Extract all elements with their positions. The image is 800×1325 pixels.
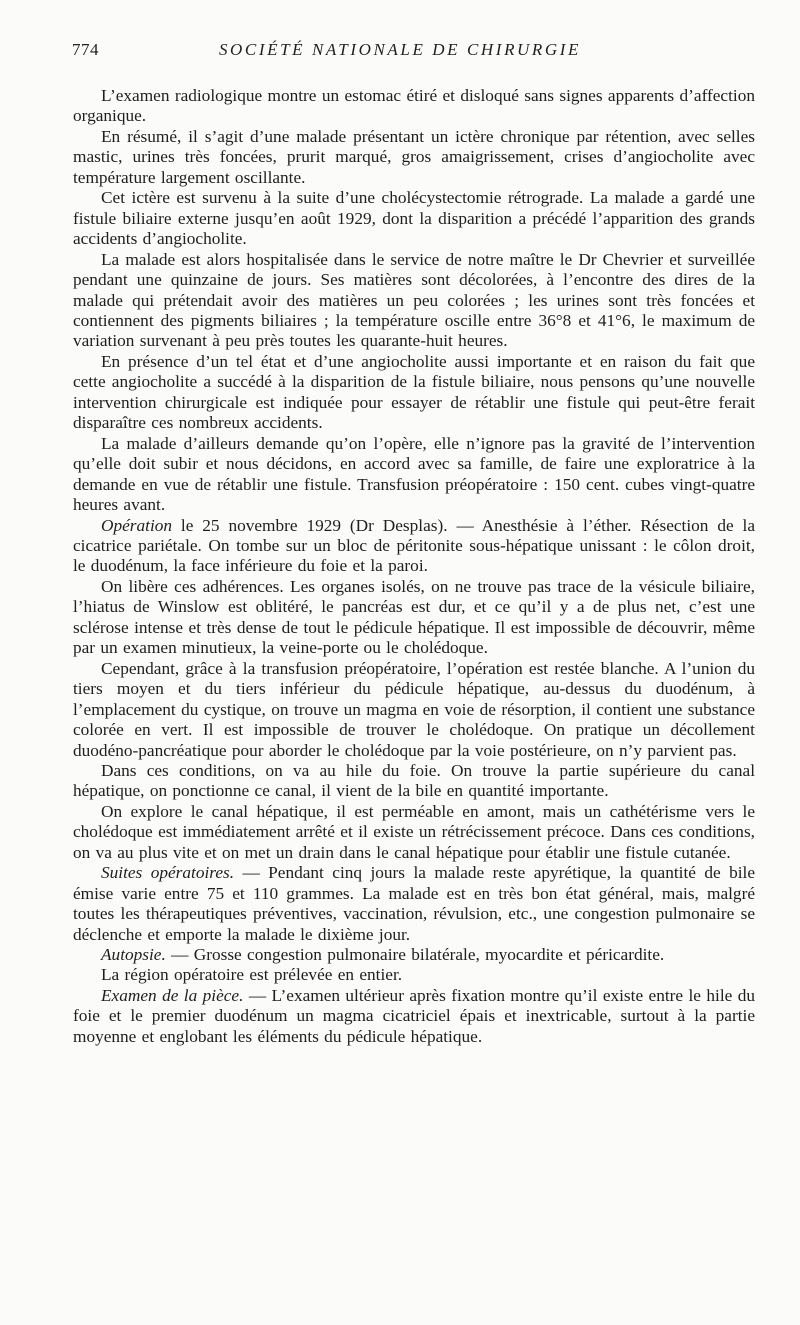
paragraph-text: La malade d’ailleurs demande qu’on l’opère, elle n’ignore pas la gravité de l’intervention qu’elle doit subir et nous décidons, en accord avec sa famille, de faire une exploratrice à la demande en vue de rétablir une fistule. Transfusion préopératoire : 150 cent. cubes vingt-quatre heures avant. (73, 433, 755, 515)
paragraph-text: En résumé, il s’agit d’une malade présentant un ictère chronique par rétention, avec selles mastic, urines très foncées, prurit marqué, gros amaigrissement, crises d’angiocholite avec température largement oscillante. (73, 126, 755, 187)
paragraph (73, 434, 755, 516)
body-text (73, 86, 755, 1047)
paragraph-text: L’examen radiologique montre un estomac étiré et disloqué sans signes apparents d’affection organique. (73, 86, 755, 126)
paragraph (73, 863, 755, 945)
paragraph (73, 986, 755, 1047)
paragraph (73, 965, 755, 985)
paragraph-text: Cependant, grâce à la transfusion préopératoire, l’opération est restée blanche. A l’union du tiers moyen et du tiers inférieur du pédicule hépatique, au-dessus du duodénum, à l’emplacement du cystique, on trouve un magma en voie de résorption, il contient une substance colorée en vert. Il est impossible de trouver le cholédoque. On pratique un décollement duodéno-pancréatique pour aborder le cholédoque par la voie postérieure, on n’y parvient pas. (73, 658, 755, 760)
paragraph (73, 250, 755, 352)
paragraph-text: — L’examen ultérieur après fixation montre qu’il existe entre le hile du foie et le premier duodénum un magma cicatriciel épais et inextricable, surtout à la partie moyenne et englobant les éléments du pédicule hépatique. (73, 985, 755, 1046)
paragraph (73, 86, 755, 127)
paragraph (73, 802, 755, 863)
paragraph (73, 761, 755, 802)
paragraph-text: On libère ces adhérences. Les organes isolés, on ne trouve pas trace de la vésicule biliaire, l’hiatus de Winslow est oblitéré, le pancréas est dur, et ce qu’il y a de plus net, c’est une sclérose intense et très dense de tout le pédicule hépatique. Il est impossible de découvrir, même par un examen minutieux, la veine-porte ou le cholédoque. (73, 576, 755, 658)
paragraph-text: On explore le canal hépatique, il est perméable en amont, mais un cathétérisme vers le cholédoque est immédiatement arrêté et il existe un rétrécissement précoce. Dans ces conditions, on va au plus vite et on met un drain dans le canal hépatique pour établir une fistule cutanée. (73, 801, 755, 862)
paragraph (73, 352, 755, 434)
paragraph-text: En présence d’un tel état et d’une angiocholite aussi importante et en raison du fait que cette angiocholite a succédé à la disparition de la fistule biliaire, nous pensons qu’une nouvelle intervention chirurgicale est indiquée pour essayer de rétablir une fistule qui peut-être ferait disparaître ces nombreux accidents. (73, 351, 755, 433)
paragraph-text: le 25 novembre 1929 (Dr Desplas). — Anesthésie à l’éther. Résection de la cicatrice pariétale. On tombe sur un bloc de péritonite sous-hépatique unissant : le côlon droit, le duodénum, la face inférieure du foie et la paroi. (73, 515, 755, 576)
paragraph-text: — Grosse congestion pulmonaire bilatérale, myocardite et péricardite. (165, 945, 665, 965)
page-header (72, 40, 728, 64)
paragraph-text: Dans ces conditions, on va au hile du foie. On trouve la partie supérieure du canal hépatique, on ponctionne ce canal, il vient de la bile en quantité importante. (73, 760, 755, 801)
paragraph-text: La malade est alors hospitalisée dans le service de notre maître le Dr Chevrier et surveillée pendant une quinzaine de jours. Ses matières sont décolorées, à l’encontre des dires de la malade qui prétendait avoir des matières un peu colorées ; les urines sont très foncées et contiennent des pigments biliaires ; la température oscille entre 36°8 et 41°6, le maximum de variation survenant à peu près toutes les quarante-huit heures. (73, 249, 755, 351)
paragraph (73, 188, 755, 249)
paragraph-lead: Opération (101, 515, 173, 535)
paragraph-text: — Pendant cinq jours la malade reste apyrétique, la quantité de bile émise varie entre 75 et 110 grammes. La malade est en très bon état général, mais, malgré toutes les thérapeutiques préventives, vaccination, révulsion, etc., une congestion pulmonaire se déclenche et emporte la malade le dixième jour. (73, 863, 755, 944)
paragraph (73, 516, 755, 577)
paragraph-lead: Autopsie. (101, 945, 166, 965)
page-number: 774 (72, 40, 99, 59)
paragraph (73, 659, 755, 761)
paragraph (73, 577, 755, 659)
paragraph-text: Cet ictère est survenu à la suite d’une cholécystectomie rétrograde. La malade a gardé une fistule biliaire externe jusqu’en août 1929, dont la disparition a précédé l’apparition des grands accidents d’angiocholite. (73, 188, 755, 249)
paragraph-lead: Suites opératoires. (101, 863, 235, 883)
paragraph (73, 127, 755, 188)
paragraph-text: La région opératoire est prélevée en entier. (101, 965, 403, 985)
running-head: SOCIÉTÉ NATIONALE DE CHIRURGIE (218, 40, 582, 59)
paragraph-lead: Examen de la pièce. (101, 985, 244, 1005)
paragraph (73, 945, 755, 965)
